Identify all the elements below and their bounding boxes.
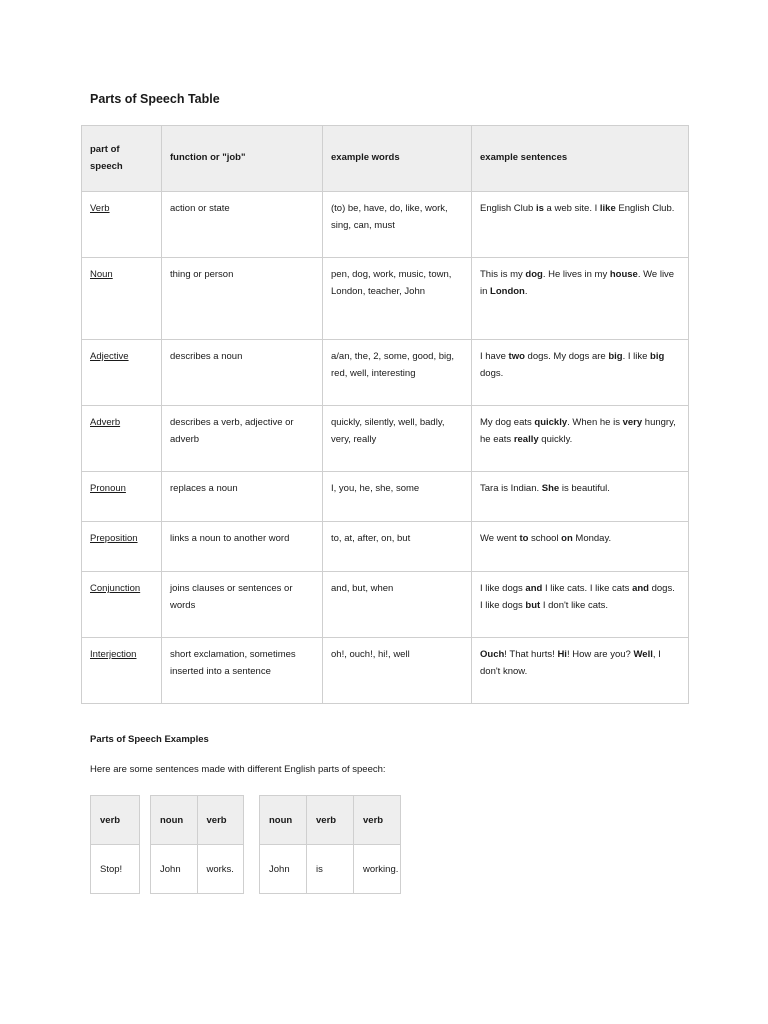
part-of-speech-cell: Pronoun bbox=[82, 472, 162, 522]
header-part-of-speech: part of speech bbox=[82, 126, 162, 192]
sentence-text: . I like bbox=[622, 351, 651, 362]
example-words-cell: and, but, when bbox=[323, 572, 472, 638]
sentence-text: . bbox=[524, 285, 528, 297]
highlighted-word: very bbox=[622, 417, 643, 428]
table-row bbox=[82, 472, 689, 522]
sentence-text: English Club. bbox=[615, 203, 675, 214]
sentence-text: My dog eats bbox=[480, 417, 535, 428]
function-cell: describes a noun bbox=[162, 340, 323, 406]
example-sentence-cell bbox=[472, 258, 689, 340]
example-words-cell: a/an, the, 2, some, good, big, red, well, interesting bbox=[323, 340, 472, 406]
parts-of-speech-table bbox=[81, 125, 689, 704]
function-cell: action or state bbox=[162, 192, 323, 258]
sentence-text: a web site. I bbox=[543, 203, 600, 214]
example-words-cell: (to) be, have, do, like, work, sing, can, must bbox=[323, 192, 472, 258]
sentence-text: Tara is Indian. bbox=[480, 483, 542, 494]
sentence-text: . He lives in my bbox=[542, 269, 610, 280]
example-header: verb bbox=[307, 796, 354, 845]
sentence-text: ! That hurts! bbox=[504, 649, 558, 660]
example-sentence-cell bbox=[472, 406, 689, 472]
example-header: verb bbox=[197, 796, 244, 845]
part-of-speech-cell: Noun bbox=[82, 258, 162, 340]
part-of-speech-cell: Adjective bbox=[82, 340, 162, 406]
table-row bbox=[82, 572, 689, 638]
part-of-speech-cell: Interjection bbox=[82, 638, 162, 704]
header-example-words: example words bbox=[323, 126, 472, 192]
table-row bbox=[82, 522, 689, 572]
highlighted-word: and bbox=[632, 583, 649, 594]
examples-heading: Parts of Speech Examples bbox=[90, 734, 209, 745]
highlighted-word: is bbox=[535, 203, 544, 214]
sentence-text: Monday. bbox=[572, 533, 612, 544]
table-row bbox=[82, 406, 689, 472]
sentence-text: English Club bbox=[480, 203, 536, 214]
sentence-text: , I don't know. bbox=[480, 649, 661, 677]
function-cell: thing or person bbox=[162, 258, 323, 340]
example-cell: Stop! bbox=[91, 845, 140, 894]
sentence-text: I like dogs bbox=[480, 583, 526, 594]
highlighted-word: Well bbox=[633, 649, 653, 660]
highlighted-word: dog bbox=[525, 269, 543, 280]
example-sentence-cell bbox=[472, 522, 689, 572]
example-words-cell: pen, dog, work, music, town, London, teacher, John bbox=[323, 258, 472, 340]
highlighted-word: Ouch bbox=[480, 649, 505, 660]
example-sentence-cell bbox=[472, 638, 689, 704]
sentence-text: is beautiful. bbox=[559, 483, 610, 494]
table-row bbox=[82, 192, 689, 258]
highlighted-word: quickly bbox=[534, 417, 568, 428]
sentence-text: ! How are you? bbox=[566, 649, 634, 660]
example-sentence-cell bbox=[472, 192, 689, 258]
sentence-text: school bbox=[528, 533, 562, 544]
example-words-cell: to, at, after, on, but bbox=[323, 522, 472, 572]
sentence-text: . We live in bbox=[480, 269, 675, 297]
sentence-text: dogs. My dogs are bbox=[524, 351, 609, 362]
example-header: noun bbox=[151, 796, 198, 845]
highlighted-word: two bbox=[508, 351, 525, 362]
highlighted-word: on bbox=[561, 533, 573, 544]
example-cell: is bbox=[307, 845, 354, 894]
table-row bbox=[82, 638, 689, 704]
sentence-text: I have bbox=[480, 351, 509, 362]
example-header: verb bbox=[91, 796, 140, 845]
highlighted-word: Hi bbox=[557, 649, 567, 660]
sentence-text: dogs. I like dogs bbox=[480, 583, 675, 611]
sentence-text: dogs. bbox=[480, 367, 504, 379]
example-cell: working. bbox=[354, 845, 401, 894]
example-sentence-cell bbox=[472, 472, 689, 522]
table-row bbox=[82, 258, 689, 340]
examples-intro: Here are some sentences made with different English parts of speech: bbox=[90, 764, 386, 775]
header-function: function or "job" bbox=[162, 126, 323, 192]
example-words-cell: I, you, he, she, some bbox=[323, 472, 472, 522]
highlighted-word: and bbox=[525, 583, 543, 594]
highlighted-word: London bbox=[490, 285, 525, 297]
example-cell: John bbox=[151, 845, 198, 894]
page-title: Parts of Speech Table bbox=[90, 92, 220, 106]
highlighted-word: to bbox=[519, 533, 529, 544]
highlighted-word: big bbox=[650, 351, 665, 362]
highlighted-word: really bbox=[513, 433, 539, 445]
part-of-speech-cell: Verb bbox=[82, 192, 162, 258]
function-cell: links a noun to another word bbox=[162, 522, 323, 572]
sentence-text: We went bbox=[480, 533, 520, 544]
sentence-text: I don't like cats. bbox=[540, 599, 609, 611]
sentence-text: hungry, he eats bbox=[480, 417, 676, 445]
part-of-speech-cell: Conjunction bbox=[82, 572, 162, 638]
header-example-sentences: example sentences bbox=[472, 126, 689, 192]
highlighted-word: but bbox=[525, 599, 541, 611]
highlighted-word: like bbox=[599, 203, 616, 214]
highlighted-word: house bbox=[609, 269, 638, 280]
sentence-text: This is my bbox=[480, 269, 526, 280]
function-cell: joins clauses or sentences or words bbox=[162, 572, 323, 638]
highlighted-word: She bbox=[541, 483, 560, 494]
example-table-2 bbox=[150, 795, 244, 894]
sentence-text: quickly. bbox=[538, 433, 573, 445]
table-header-row bbox=[82, 126, 689, 192]
example-sentence-cell bbox=[472, 340, 689, 406]
example-words-cell: oh!, ouch!, hi!, well bbox=[323, 638, 472, 704]
example-header: noun bbox=[260, 796, 307, 845]
part-of-speech-cell: Adverb bbox=[82, 406, 162, 472]
function-cell: short exclamation, sometimes inserted into a sentence bbox=[162, 638, 323, 704]
example-words-cell: quickly, silently, well, badly, very, really bbox=[323, 406, 472, 472]
sentence-text: . When he is bbox=[567, 417, 623, 428]
sentence-text: I like cats. I like cats bbox=[542, 583, 633, 594]
example-table-1 bbox=[90, 795, 140, 894]
example-table-3 bbox=[259, 795, 401, 894]
part-of-speech-cell: Preposition bbox=[82, 522, 162, 572]
example-sentence-cell bbox=[472, 572, 689, 638]
function-cell: describes a verb, adjective or adverb bbox=[162, 406, 323, 472]
function-cell: replaces a noun bbox=[162, 472, 323, 522]
example-cell: John bbox=[260, 845, 307, 894]
table-row bbox=[82, 340, 689, 406]
example-cell: works. bbox=[197, 845, 244, 894]
example-header: verb bbox=[354, 796, 401, 845]
highlighted-word: big bbox=[608, 351, 623, 362]
